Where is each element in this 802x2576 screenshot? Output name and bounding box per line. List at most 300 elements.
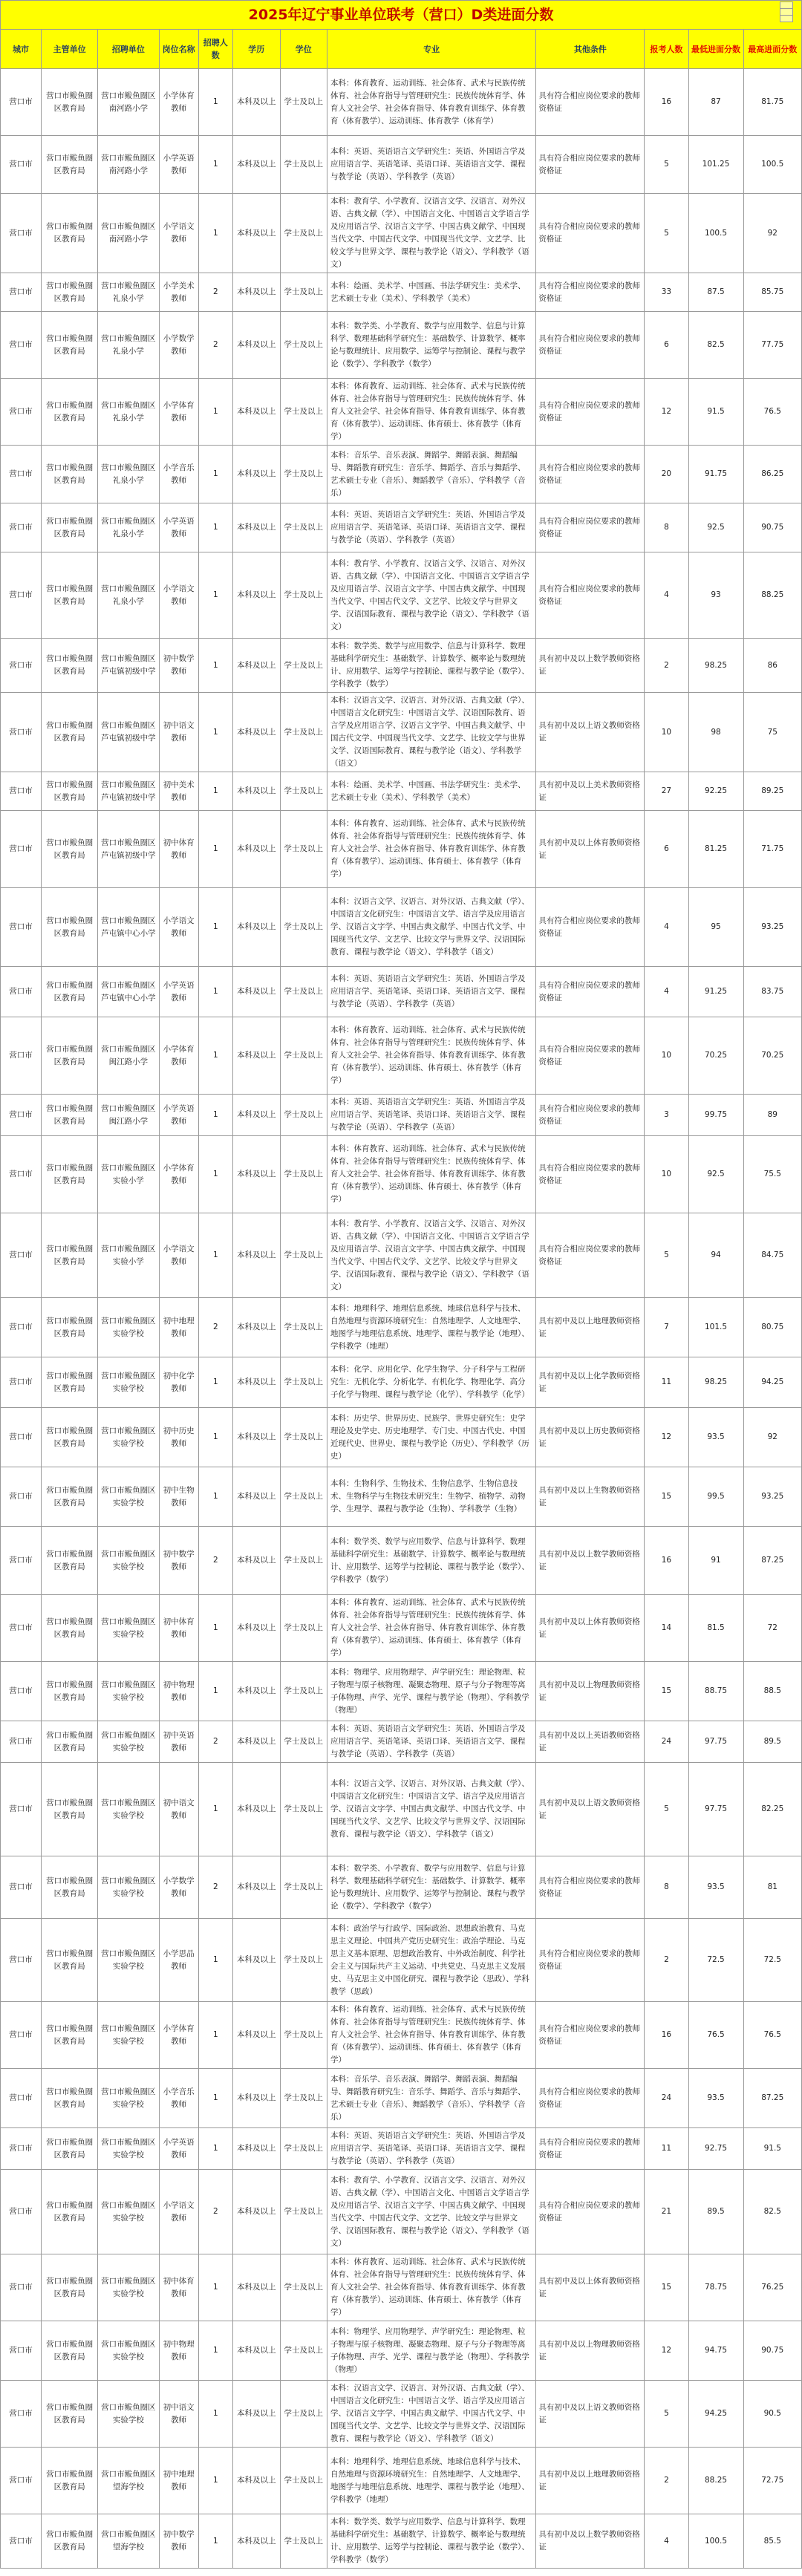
min-score-cell: 91.25 [688,967,743,1017]
position-cell: 小学语文教师 [159,2170,198,2254]
employer-cell: 营口市鲅鱼圈区望海学校 [98,2514,160,2569]
city-cell: 营口市 [1,552,42,639]
quota-cell: 2 [198,273,233,312]
authority-cell: 营口市鲅鱼圈区教育局 [42,1919,98,2002]
position-cell: 小学美术教师 [159,273,198,312]
min-score-cell: 92.25 [688,772,743,811]
applicants-cell: 6 [645,312,688,379]
header-degree: 学位 [280,30,327,69]
degree-cell: 学士及以上 [280,1527,327,1595]
city-cell: 营口市 [1,194,42,273]
position-cell: 小学思品教师 [159,1919,198,2002]
education-cell: 本科及以上 [233,1856,280,1919]
education-cell: 本科及以上 [233,1527,280,1595]
major-cell: 本科：教育学、小学教育、汉语言文学、汉语言、对外汉语、古典文献（学）、中国语言文化、中国语言文学语言学及应用语言学、汉语言文字学、中国古典文献学、中国现当代文学、中国古代文学、文艺学、比较文学与世界文学、汉语国际教育、课程与教学论（语文）、学科教学（语文） [327,1213,535,1298]
table-row [1,1467,802,1527]
quota-cell: 1 [198,693,233,772]
max-score-cell: 88.5 [743,1662,801,1721]
authority-cell: 营口市鲅鱼圈区教育局 [42,2170,98,2254]
employer-cell: 营口市鲅鱼圈区实验学校 [98,2381,160,2448]
quota-cell: 1 [198,2254,233,2321]
position-cell: 初中历史教师 [159,1408,198,1467]
quota-cell: 1 [198,1595,233,1662]
applicants-cell: 5 [645,1763,688,1856]
table-row [1,1856,802,1919]
city-cell: 营口市 [1,136,42,194]
education-cell: 本科及以上 [233,2514,280,2569]
table-row [1,639,802,693]
major-cell: 本科：数学类、小学教育、数学与应用数学、信息与计算科学、数理基础科学研究生：基础数学、计算数学、概率论与数理统计、应用数学、运筹学与控制论、课程与教学论（数学）、学科教学（数学） [327,312,535,379]
applicants-cell: 3 [645,1095,688,1136]
position-cell: 初中体育教师 [159,811,198,888]
authority-cell: 营口市鲅鱼圈区教育局 [42,446,98,503]
education-cell: 本科及以上 [233,1095,280,1136]
conditions-cell: 具有符合相应岗位要求的教师资格证 [536,69,645,136]
major-cell: 本科：汉语言文学、汉语言、对外汉语、古典文献（学）、中国语言文化研究生：中国语言文学、语言学及应用语言学、汉语言文字学、中国古典文献学、中国古代文学、中国现当代文学、文艺学、比较文学与世界文学、汉语国际教育、课程与教学论（语文）、学科教学（语文） [327,2381,535,2448]
employer-cell: 营口市鲅鱼圈区礼泉小学 [98,503,160,552]
degree-cell: 学士及以上 [280,1298,327,1357]
city-cell: 营口市 [1,1467,42,1527]
position-cell: 小学体育教师 [159,1017,198,1095]
education-cell: 本科及以上 [233,1017,280,1095]
quota-cell: 1 [198,1467,233,1527]
max-score-cell: 88.25 [743,552,801,639]
min-score-cell: 99.75 [688,1095,743,1136]
employer-cell: 营口市鲅鱼圈区实验学校 [98,2254,160,2321]
conditions-cell: 具有符合相应岗位要求的教师资格证 [536,552,645,639]
min-score-cell: 94.75 [688,2321,743,2381]
employer-cell: 营口市鲅鱼圈区实验学校 [98,1357,160,1408]
quota-cell: 1 [198,552,233,639]
quota-cell: 1 [198,2514,233,2569]
education-cell: 本科及以上 [233,2321,280,2381]
conditions-cell: 具有符合相应岗位要求的教师资格证 [536,136,645,194]
degree-cell: 学士及以上 [280,312,327,379]
min-score-cell: 72.5 [688,1919,743,2002]
position-cell: 小学音乐教师 [159,446,198,503]
authority-cell: 营口市鲅鱼圈区教育局 [42,1017,98,1095]
authority-cell: 营口市鲅鱼圈区教育局 [42,194,98,273]
quota-cell: 1 [198,1095,233,1136]
employer-cell: 营口市鲅鱼圈区实验学校 [98,1467,160,1527]
degree-cell: 学士及以上 [280,888,327,967]
position-cell: 初中美术教师 [159,772,198,811]
city-cell: 营口市 [1,2321,42,2381]
table-row [1,2321,802,2381]
conditions-cell: 具有符合相应岗位要求的教师资格证 [536,2170,645,2254]
major-cell: 本科：生物科学、生物技术、生物信息学、生物信息技术、生物科学与生物技术研究生：生物学、植物学、动物学、生理学、课程与教学论（生物）、学科教学（生物） [327,1467,535,1527]
min-score-cell: 88.25 [688,2448,743,2514]
major-cell: 本科：英语、英语语言文学研究生：英语、外国语言学及应用语言学、英语笔译、英语口译、英语语言文学、课程与教学论（英语）、学科教学（英语） [327,503,535,552]
conditions-cell: 具有符合相应岗位要求的教师资格证 [536,1136,645,1213]
applicants-cell: 10 [645,693,688,772]
table-row [1,2381,802,2448]
education-cell: 本科及以上 [233,1595,280,1662]
city-cell: 营口市 [1,2002,42,2069]
education-cell: 本科及以上 [233,379,280,446]
major-cell: 本科：体育教育、运动训练、社会体育、武术与民族传统体育、社会体育指导与管理研究生：民族传统体育学、体育人文社会学、社会体育指导、体育教育训练学、体育教育（体育教学）、运动训练、体育硕士、体育教学（体育学） [327,2002,535,2069]
max-score-cell: 80.75 [743,1298,801,1357]
education-cell: 本科及以上 [233,772,280,811]
header-row [1,30,802,69]
max-score-cell: 86.25 [743,446,801,503]
city-cell: 营口市 [1,639,42,693]
table-row [1,1136,802,1213]
major-cell: 本科：政治学与行政学、国际政治、思想政治教育、马克思主义理论、中国共产党历史研究生：政治学理论、马克思主义基本原理、思想政治教育、中外政治制度、科学社会主义与国际共产主义运动、中共党史、马克思主义发展史、马克思主义中国化研究、课程与教学论（思政）、学科教学（思政） [327,1919,535,2002]
conditions-cell: 具有符合相应岗位要求的教师资格证 [536,1919,645,2002]
table-row [1,2448,802,2514]
conditions-cell: 具有符合相应岗位要求的教师资格证 [536,194,645,273]
city-cell: 营口市 [1,2254,42,2321]
quota-cell: 1 [198,2448,233,2514]
degree-cell: 学士及以上 [280,2448,327,2514]
max-score-cell: 71.75 [743,811,801,888]
applicants-cell: 2 [645,2448,688,2514]
header-max-score: 最高进面分数 [743,30,801,69]
max-score-cell: 84.75 [743,1213,801,1298]
employer-cell: 营口市鲅鱼圈区实验学校 [98,2128,160,2170]
table-row [1,1763,802,1856]
education-cell: 本科及以上 [233,194,280,273]
major-cell: 本科：物理学、应用物理学、声学研究生：理论物理、粒子物理与原子核物理、凝聚态物理、原子与分子物理等离子体物理、声学、光学、课程与教学论（物理）、学科教学（物理） [327,2321,535,2381]
table-row [1,552,802,639]
applicants-cell: 33 [645,273,688,312]
max-score-cell: 72.5 [743,1919,801,2002]
degree-cell: 学士及以上 [280,503,327,552]
authority-cell: 营口市鲅鱼圈区教育局 [42,1856,98,1919]
degree-cell: 学士及以上 [280,552,327,639]
quota-cell: 2 [198,1527,233,1595]
applicants-cell: 15 [645,1467,688,1527]
position-cell: 小学英语教师 [159,1095,198,1136]
quota-cell: 1 [198,136,233,194]
major-cell: 本科：数学类、数学与应用数学、信息与计算科学、数理基础科学研究生：基础数学、计算数学、概率论与数理统计、应用数学、运筹学与控制论、课程与教学论（数学）、学科教学（数学） [327,1527,535,1595]
min-score-cell: 92.5 [688,1136,743,1213]
authority-cell: 营口市鲅鱼圈区教育局 [42,136,98,194]
max-score-cell: 76.5 [743,379,801,446]
min-score-cell: 97.75 [688,1763,743,1856]
max-score-cell: 90.5 [743,2381,801,2448]
conditions-cell: 具有符合相应岗位要求的教师资格证 [536,503,645,552]
quota-cell: 1 [198,811,233,888]
quota-cell: 2 [198,1856,233,1919]
conditions-cell: 具有符合相应岗位要求的教师资格证 [536,888,645,967]
employer-cell: 营口市鲅鱼圈区礼泉小学 [98,446,160,503]
quota-cell: 1 [198,2128,233,2170]
authority-cell: 营口市鲅鱼圈区教育局 [42,811,98,888]
major-cell: 本科：英语、英语语言文学研究生：英语、外国语言学及应用语言学、英语笔译、英语口译、英语语言文学、课程与教学论（英语）、学科教学（英语） [327,2128,535,2170]
min-score-cell: 94.25 [688,2381,743,2448]
employer-cell: 营口市鲅鱼圈区望海学校 [98,2448,160,2514]
quota-cell: 1 [198,888,233,967]
education-cell: 本科及以上 [233,552,280,639]
conditions-cell: 具有初中及以上语文教师资格证 [536,1763,645,1856]
conditions-cell: 具有符合相应岗位要求的教师资格证 [536,1856,645,1919]
authority-cell: 营口市鲅鱼圈区教育局 [42,2514,98,2569]
position-cell: 初中英语教师 [159,1721,198,1763]
education-cell: 本科及以上 [233,2381,280,2448]
table-row [1,693,802,772]
table-row [1,772,802,811]
min-score-cell: 94 [688,1213,743,1298]
education-cell: 本科及以上 [233,1919,280,2002]
position-cell: 小学体育教师 [159,1136,198,1213]
min-score-cell: 91.75 [688,446,743,503]
authority-cell: 营口市鲅鱼圈区教育局 [42,2321,98,2381]
major-cell: 本科：汉语言文学、汉语言、对外汉语、古典文献（学）、中国语言文化研究生：中国语言文学、语言学及应用语言学、汉语言文字学、中国古典文献学、中国古代文学、中国现当代文学、文艺学、比较文学与世界文学、汉语国际教育、课程与教学论（语文）、学科教学（语文） [327,888,535,967]
min-score-cell: 101.25 [688,136,743,194]
degree-cell: 学士及以上 [280,1467,327,1527]
position-cell: 小学英语教师 [159,503,198,552]
table-row [1,273,802,312]
education-cell: 本科及以上 [233,967,280,1017]
min-score-cell: 82.5 [688,312,743,379]
applicants-cell: 8 [645,1856,688,1919]
table-row [1,2170,802,2254]
education-cell: 本科及以上 [233,1213,280,1298]
employer-cell: 营口市鲅鱼圈区实验学校 [98,1763,160,1856]
min-score-cell: 95 [688,888,743,967]
min-score-cell: 76.5 [688,2002,743,2069]
city-cell: 营口市 [1,1357,42,1408]
education-cell: 本科及以上 [233,1357,280,1408]
employer-cell: 营口市鲅鱼圈区实验学校 [98,1527,160,1595]
major-cell: 本科：体育教育、运动训练、社会体育、武术与民族传统体育、社会体育指导与管理研究生：民族传统体育学、体育人文社会学、社会体育指导、体育教育训练学、体育教育（体育教学）、运动训练、体育教学（体育学） [327,69,535,136]
min-score-cell: 89.5 [688,2170,743,2254]
degree-cell: 学士及以上 [280,772,327,811]
city-cell: 营口市 [1,1136,42,1213]
city-cell: 营口市 [1,2170,42,2254]
applicants-cell: 4 [645,888,688,967]
conditions-cell: 具有符合相应岗位要求的教师资格证 [536,273,645,312]
position-cell: 初中地理教师 [159,1298,198,1357]
degree-cell: 学士及以上 [280,1721,327,1763]
min-score-cell: 92.5 [688,503,743,552]
degree-cell: 学士及以上 [280,1662,327,1721]
quota-cell: 2 [198,312,233,379]
authority-cell: 营口市鲅鱼圈区教育局 [42,1721,98,1763]
position-cell: 小学体育教师 [159,379,198,446]
table-row [1,1017,802,1095]
major-cell: 本科：音乐学、音乐表演、舞蹈学、舞蹈表演、舞蹈编导、舞蹈教育研究生：音乐学、舞蹈学、音乐与舞蹈学、艺术硕士专业（音乐）、舞蹈教学（音乐）、学科教学（音乐） [327,2069,535,2128]
header-position: 岗位名称 [159,30,198,69]
header-conditions: 其他条件 [536,30,645,69]
authority-cell: 营口市鲅鱼圈区教育局 [42,2002,98,2069]
position-cell: 小学数学教师 [159,1856,198,1919]
conditions-cell: 具有初中及以上物理教师资格证 [536,1662,645,1721]
min-score-cell: 100.5 [688,194,743,273]
quota-cell: 1 [198,1357,233,1408]
degree-cell: 学士及以上 [280,811,327,888]
conditions-cell: 具有初中及以上物理教师资格证 [536,2321,645,2381]
employer-cell: 营口市鲅鱼圈区礼泉小学 [98,379,160,446]
major-cell: 本科：汉语言文学、汉语言、对外汉语、古典文献（学）、中国语言文化研究生：中国语言文学、语言学及应用语言学、汉语言文字学、中国古典文献学、中国古代文学、中国现当代文学、文艺学、比较文学与世界文学、汉语国际教育、课程与教学论（语文）、学科教学（语文） [327,1763,535,1856]
education-cell: 本科及以上 [233,2128,280,2170]
education-cell: 本科及以上 [233,1721,280,1763]
major-cell: 本科：体育教育、运动训练、社会体育、武术与民族传统体育、社会体育指导与管理研究生：民族传统体育学、体育人文社会学、社会体育指导、体育教育训练学、体育教育（体育教学）、运动训练、体育硕士、体育教学（体育学） [327,379,535,446]
header-education: 学历 [233,30,280,69]
employer-cell: 营口市鲅鱼圈区实验学校 [98,1595,160,1662]
education-cell: 本科及以上 [233,1298,280,1357]
table-row [1,2002,802,2069]
position-cell: 初中地理教师 [159,2448,198,2514]
position-cell: 初中生物教师 [159,1467,198,1527]
authority-cell: 营口市鲅鱼圈区教育局 [42,888,98,967]
table-row [1,888,802,967]
table-row [1,503,802,552]
quota-cell: 2 [198,2170,233,2254]
position-cell: 小学语文教师 [159,552,198,639]
max-score-cell: 89.5 [743,1721,801,1763]
quota-cell: 1 [198,1136,233,1213]
min-score-cell: 81.5 [688,1595,743,1662]
quota-cell: 1 [198,967,233,1017]
max-score-cell: 89.25 [743,772,801,811]
position-cell: 小学语文教师 [159,1213,198,1298]
max-score-cell: 92 [743,194,801,273]
conditions-cell: 具有符合相应岗位要求的教师资格证 [536,312,645,379]
position-cell: 小学语文教师 [159,888,198,967]
position-cell: 初中数学教师 [159,639,198,693]
education-cell: 本科及以上 [233,2002,280,2069]
conditions-cell: 具有初中及以上语文教师资格证 [536,693,645,772]
table-row [1,2069,802,2128]
min-score-cell: 98 [688,693,743,772]
authority-cell: 营口市鲅鱼圈区教育局 [42,2381,98,2448]
employer-cell: 营口市鲅鱼圈区芦屯镇中心小学 [98,888,160,967]
table-row [1,1095,802,1136]
min-score-cell: 101.5 [688,1298,743,1357]
authority-cell: 营口市鲅鱼圈区教育局 [42,552,98,639]
max-score-cell: 92 [743,1408,801,1467]
conditions-cell: 具有初中及以上数学教师资格证 [536,2514,645,2569]
applicants-cell: 5 [645,194,688,273]
authority-cell: 营口市鲅鱼圈区教育局 [42,1408,98,1467]
table-row [1,194,802,273]
city-cell: 营口市 [1,772,42,811]
applicants-cell: 12 [645,379,688,446]
header-city: 城市 [1,30,42,69]
conditions-cell: 具有初中及以上历史教师资格证 [536,1408,645,1467]
employer-cell: 营口市鲅鱼圈区实验学校 [98,1298,160,1357]
authority-cell: 营口市鲅鱼圈区教育局 [42,2128,98,2170]
table-row [1,379,802,446]
max-score-cell: 75.5 [743,1136,801,1213]
authority-cell: 营口市鲅鱼圈区教育局 [42,1527,98,1595]
applicants-cell: 27 [645,772,688,811]
table-row [1,1527,802,1595]
quota-cell: 1 [198,503,233,552]
major-cell: 本科：绘画、美术学、中国画、书法学研究生：美术学、艺术硕士专业（美术）、学科教学（美术） [327,273,535,312]
city-cell: 营口市 [1,693,42,772]
quota-cell: 1 [198,1408,233,1467]
authority-cell: 营口市鲅鱼圈区教育局 [42,1467,98,1527]
max-score-cell: 81 [743,1856,801,1919]
max-score-cell: 82.25 [743,1763,801,1856]
applicants-cell: 4 [645,2514,688,2569]
min-score-cell: 78.75 [688,2254,743,2321]
degree-cell: 学士及以上 [280,1408,327,1467]
degree-cell: 学士及以上 [280,1357,327,1408]
applicants-cell: 2 [645,1919,688,2002]
conditions-cell: 具有符合相应岗位要求的教师资格证 [536,967,645,1017]
max-score-cell: 86 [743,639,801,693]
applicants-cell: 5 [645,1213,688,1298]
major-cell: 本科：历史学、世界历史、民族学、世界史研究生：史学理论及史学史、历史地理学、专门史、中国古代史、中国近现代史、世界史、课程与教学论（历史）、学科教学（历史） [327,1408,535,1467]
city-cell: 营口市 [1,446,42,503]
min-score-cell: 91 [688,1527,743,1595]
applicants-cell: 12 [645,1408,688,1467]
employer-cell: 营口市鲅鱼圈区南河路小学 [98,69,160,136]
quota-cell: 1 [198,379,233,446]
applicants-cell: 15 [645,1662,688,1721]
degree-cell: 学士及以上 [280,2170,327,2254]
major-cell: 本科：英语、英语语言文学研究生：英语、外国语言学及应用语言学、英语笔译、英语口译、英语语言文学、课程与教学论（英语）、学科教学（英语） [327,1095,535,1136]
applicants-cell: 15 [645,2254,688,2321]
conditions-cell: 具有初中及以上英语教师资格证 [536,1721,645,1763]
max-score-cell: 85.5 [743,2514,801,2569]
city-cell: 营口市 [1,1213,42,1298]
position-cell: 小学音乐教师 [159,2069,198,2128]
employer-cell: 营口市鲅鱼圈区实验学校 [98,2002,160,2069]
city-cell: 营口市 [1,811,42,888]
min-score-cell: 88.75 [688,1662,743,1721]
authority-cell: 营口市鲅鱼圈区教育局 [42,1357,98,1408]
city-cell: 营口市 [1,1763,42,1856]
conditions-cell: 具有符合相应岗位要求的教师资格证 [536,2002,645,2069]
max-score-cell: 90.75 [743,503,801,552]
degree-cell: 学士及以上 [280,2002,327,2069]
education-cell: 本科及以上 [233,811,280,888]
major-cell: 本科：体育教育、运动训练、社会体育、武术与民族传统体育、社会体育指导与管理研究生：民族传统体育学、体育人文社会学、社会体育指导、体育教育训练学、体育教育（体育教学）、运动训练、体育硕士、体育教学（体育学） [327,1017,535,1095]
authority-cell: 营口市鲅鱼圈区教育局 [42,312,98,379]
authority-cell: 营口市鲅鱼圈区教育局 [42,1213,98,1298]
table-row [1,136,802,194]
table-body [1,69,802,2569]
quota-cell: 1 [198,1919,233,2002]
quota-cell: 1 [198,69,233,136]
position-cell: 初中数学教师 [159,2514,198,2569]
table-row [1,1721,802,1763]
position-cell: 初中体育教师 [159,2254,198,2321]
major-cell: 本科：体育教育、运动训练、社会体育、武术与民族传统体育、社会体育指导与管理研究生：民族传统体育学、体育人文社会学、社会体育指导、体育教育训练学、体育教育（体育教学）、运动训练、体育硕士、体育教学（体育学） [327,2254,535,2321]
employer-cell: 营口市鲅鱼圈区礼泉小学 [98,552,160,639]
degree-cell: 学士及以上 [280,2381,327,2448]
max-score-cell: 83.75 [743,967,801,1017]
major-cell: 本科：绘画、美术学、中国画、书法学研究生：美术学、艺术硕士专业（美术）、学科教学（美术） [327,772,535,811]
degree-cell: 学士及以上 [280,2069,327,2128]
degree-cell: 学士及以上 [280,2254,327,2321]
max-score-cell: 76.25 [743,2254,801,2321]
min-score-cell: 81.25 [688,811,743,888]
employer-cell: 营口市鲅鱼圈区实验学校 [98,2170,160,2254]
major-cell: 本科：数学类、数学与应用数学、信息与计算科学、数理基础科学研究生：基础数学、计算数学、概率论与数理统计、应用数学、运筹学与控制论、课程与教学论（数学）、学科教学（数学） [327,2514,535,2569]
authority-cell: 营口市鲅鱼圈区教育局 [42,693,98,772]
conditions-cell: 具有初中及以上生物教师资格证 [536,1467,645,1527]
max-score-cell: 93.25 [743,888,801,967]
page-title: 2025年辽宁事业单位联考（营口）D类进面分数 [1,1,802,30]
education-cell: 本科及以上 [233,1763,280,1856]
conditions-cell: 具有符合相应岗位要求的教师资格证 [536,2128,645,2170]
applicants-cell: 12 [645,2321,688,2381]
table-row [1,1213,802,1298]
max-score-cell: 76.5 [743,2002,801,2069]
authority-cell: 营口市鲅鱼圈区教育局 [42,273,98,312]
major-cell: 本科：英语、英语语言文学研究生：英语、外国语言学及应用语言学、英语笔译、英语口译、英语语言文学、课程与教学论（英语）、学科教学（英语） [327,967,535,1017]
header-quota: 招聘人数 [198,30,233,69]
table-row [1,1662,802,1721]
employer-cell: 营口市鲅鱼圈区实验学校 [98,1919,160,2002]
